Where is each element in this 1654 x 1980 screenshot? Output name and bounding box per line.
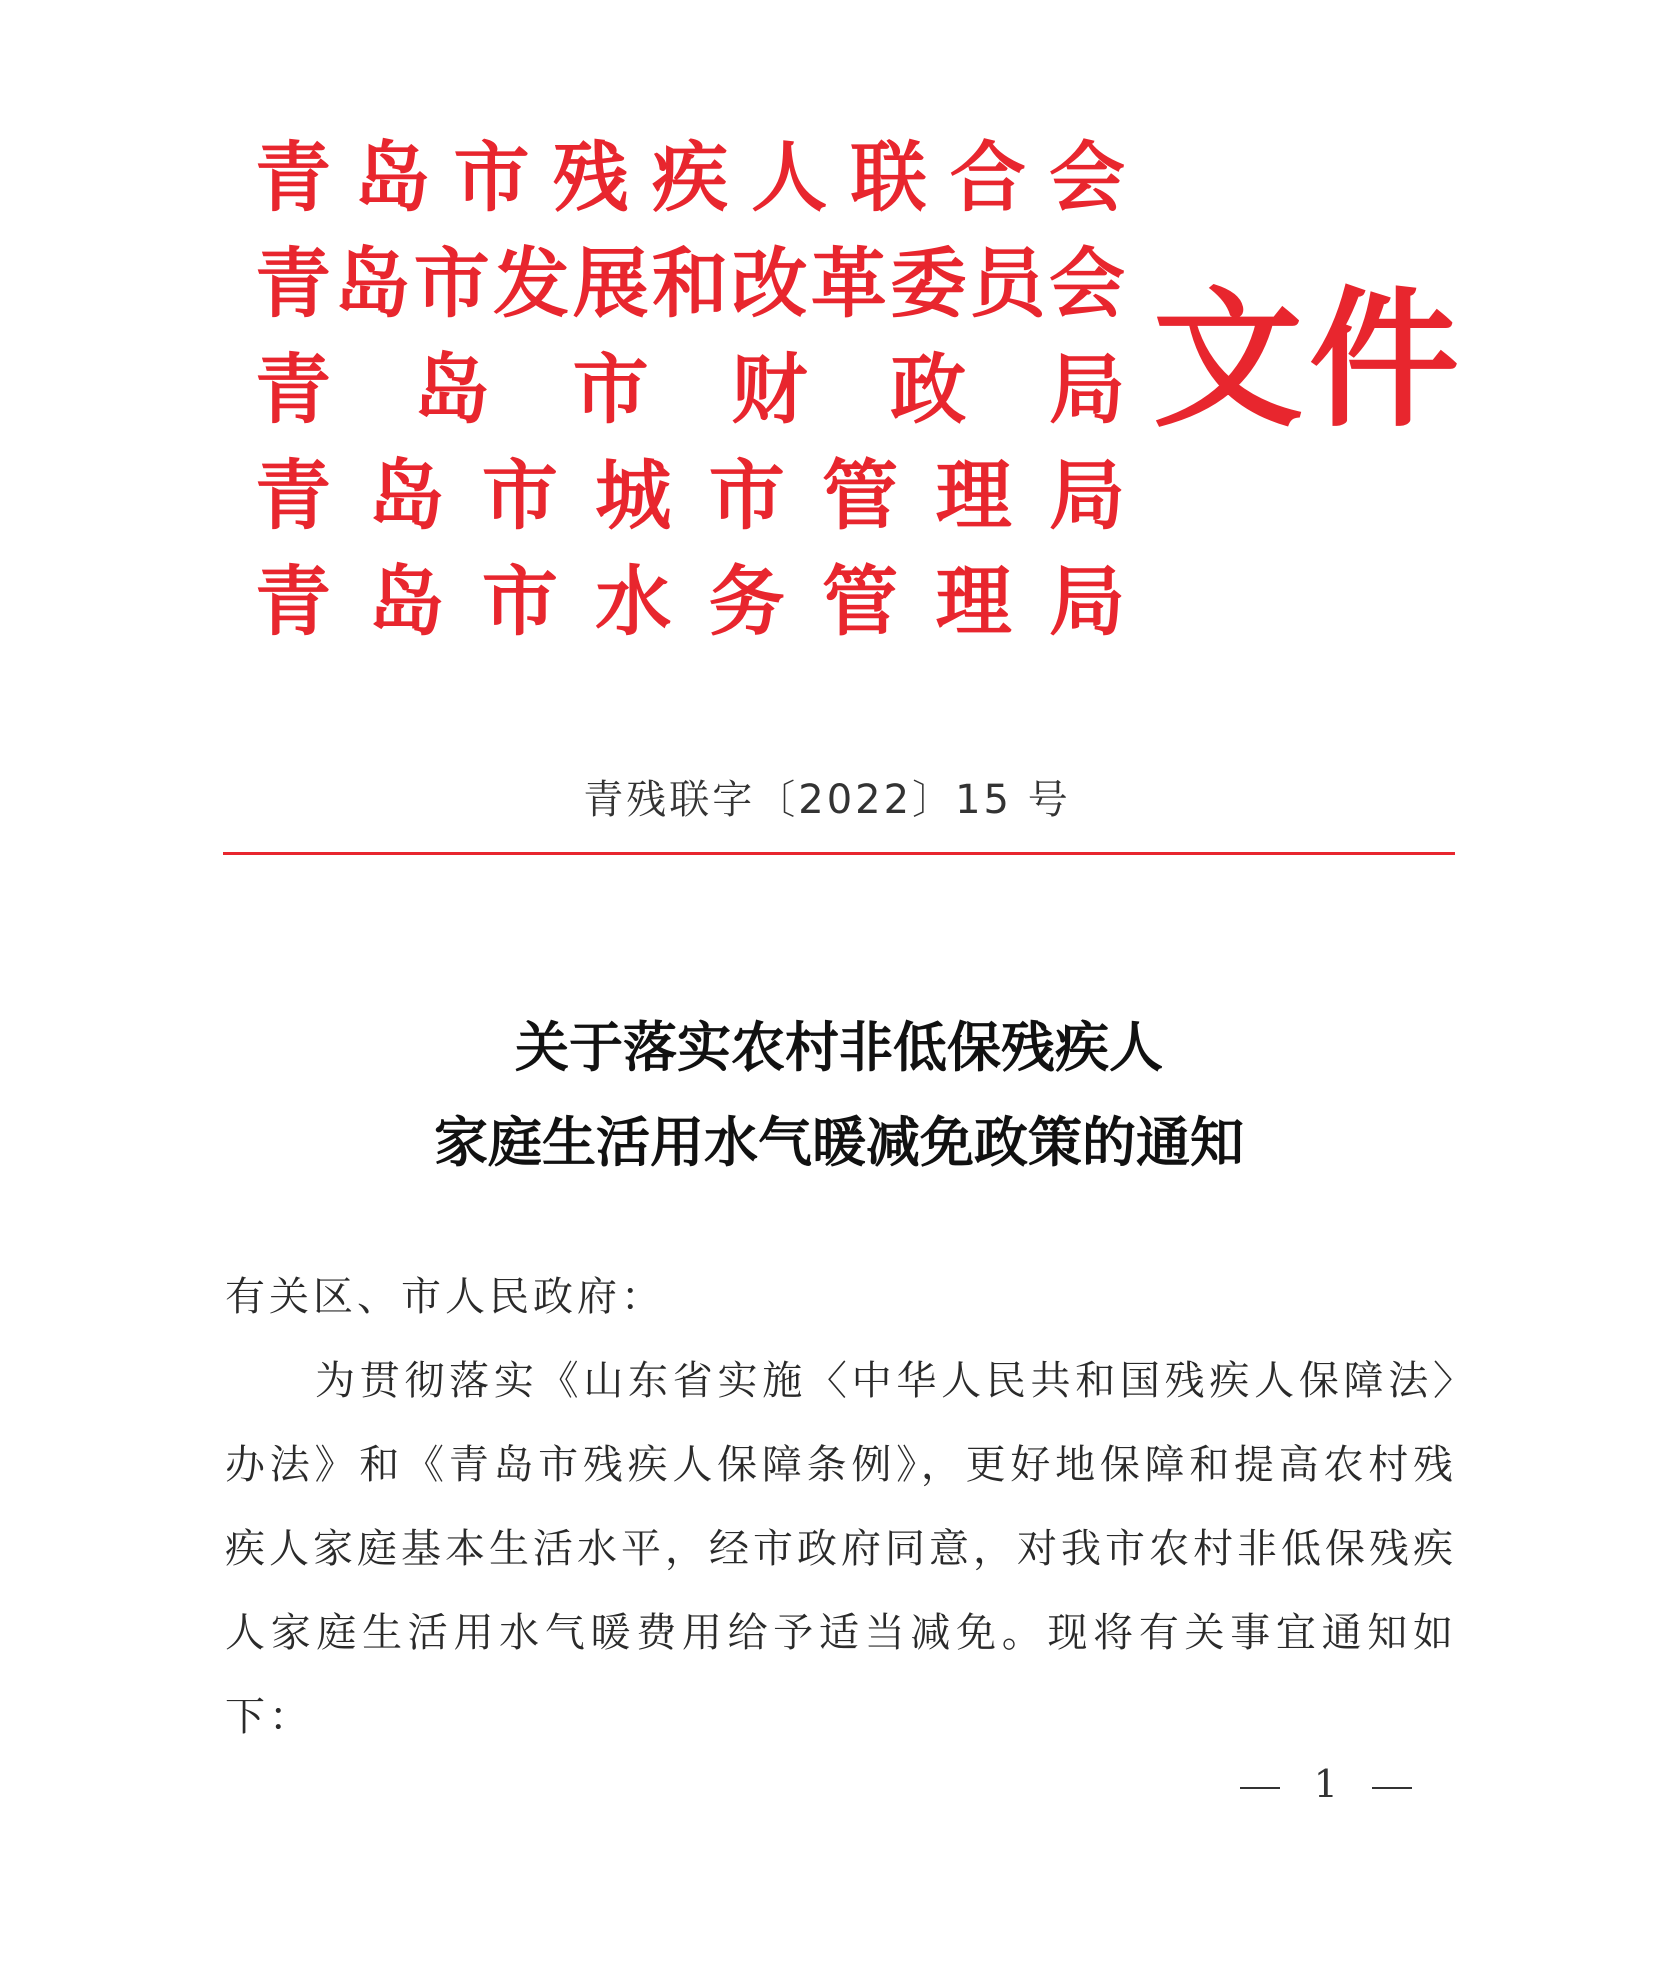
page-number-value: 1 xyxy=(1313,1762,1338,1806)
document-kind-label: 文件 xyxy=(1153,272,1466,448)
page-number-right-dash xyxy=(1372,1787,1412,1789)
title-line-1: 关于落实农村非低保残疾人 xyxy=(515,1015,1163,1079)
org-water-affairs-bureau: 青岛市水务管理局 xyxy=(255,557,1125,646)
org-development-reform-commission: 青岛市发展和改革委员会 xyxy=(255,239,1125,328)
page-number-left-dash xyxy=(1240,1787,1280,1789)
document-title xyxy=(223,1000,1455,1190)
document-number: 青残联字〔2022〕15 号 xyxy=(583,777,1071,823)
salutation: 有关区、市人民政府： xyxy=(225,1274,665,1320)
document-body xyxy=(225,1255,1457,1759)
issuing-organizations xyxy=(255,125,1125,655)
org-disabled-persons-federation: 青岛市残疾人联合会 xyxy=(255,133,1125,222)
title-line-2: 家庭生活用水气暖减免政策的通知 xyxy=(434,1110,1244,1174)
document-header xyxy=(255,125,1466,646)
body-paragraph-1: 为贯彻落实《山东省实施〈中华人民共和国残疾人保障法〉办法》和《青岛市残疾人保障条例》，更好地保障和提高农村残疾人家庭基本生活水平，经市政府同意，对我市农村非低保残疾人家庭生活用水气暖费用给予适当减免。现将有关事宜通知如下： xyxy=(225,1358,1457,1740)
red-divider-line xyxy=(223,852,1455,855)
org-finance-bureau: 青岛市财政局 xyxy=(255,345,1125,434)
page-number xyxy=(1218,1754,1434,1814)
org-urban-management-bureau: 青岛市城市管理局 xyxy=(255,451,1125,540)
